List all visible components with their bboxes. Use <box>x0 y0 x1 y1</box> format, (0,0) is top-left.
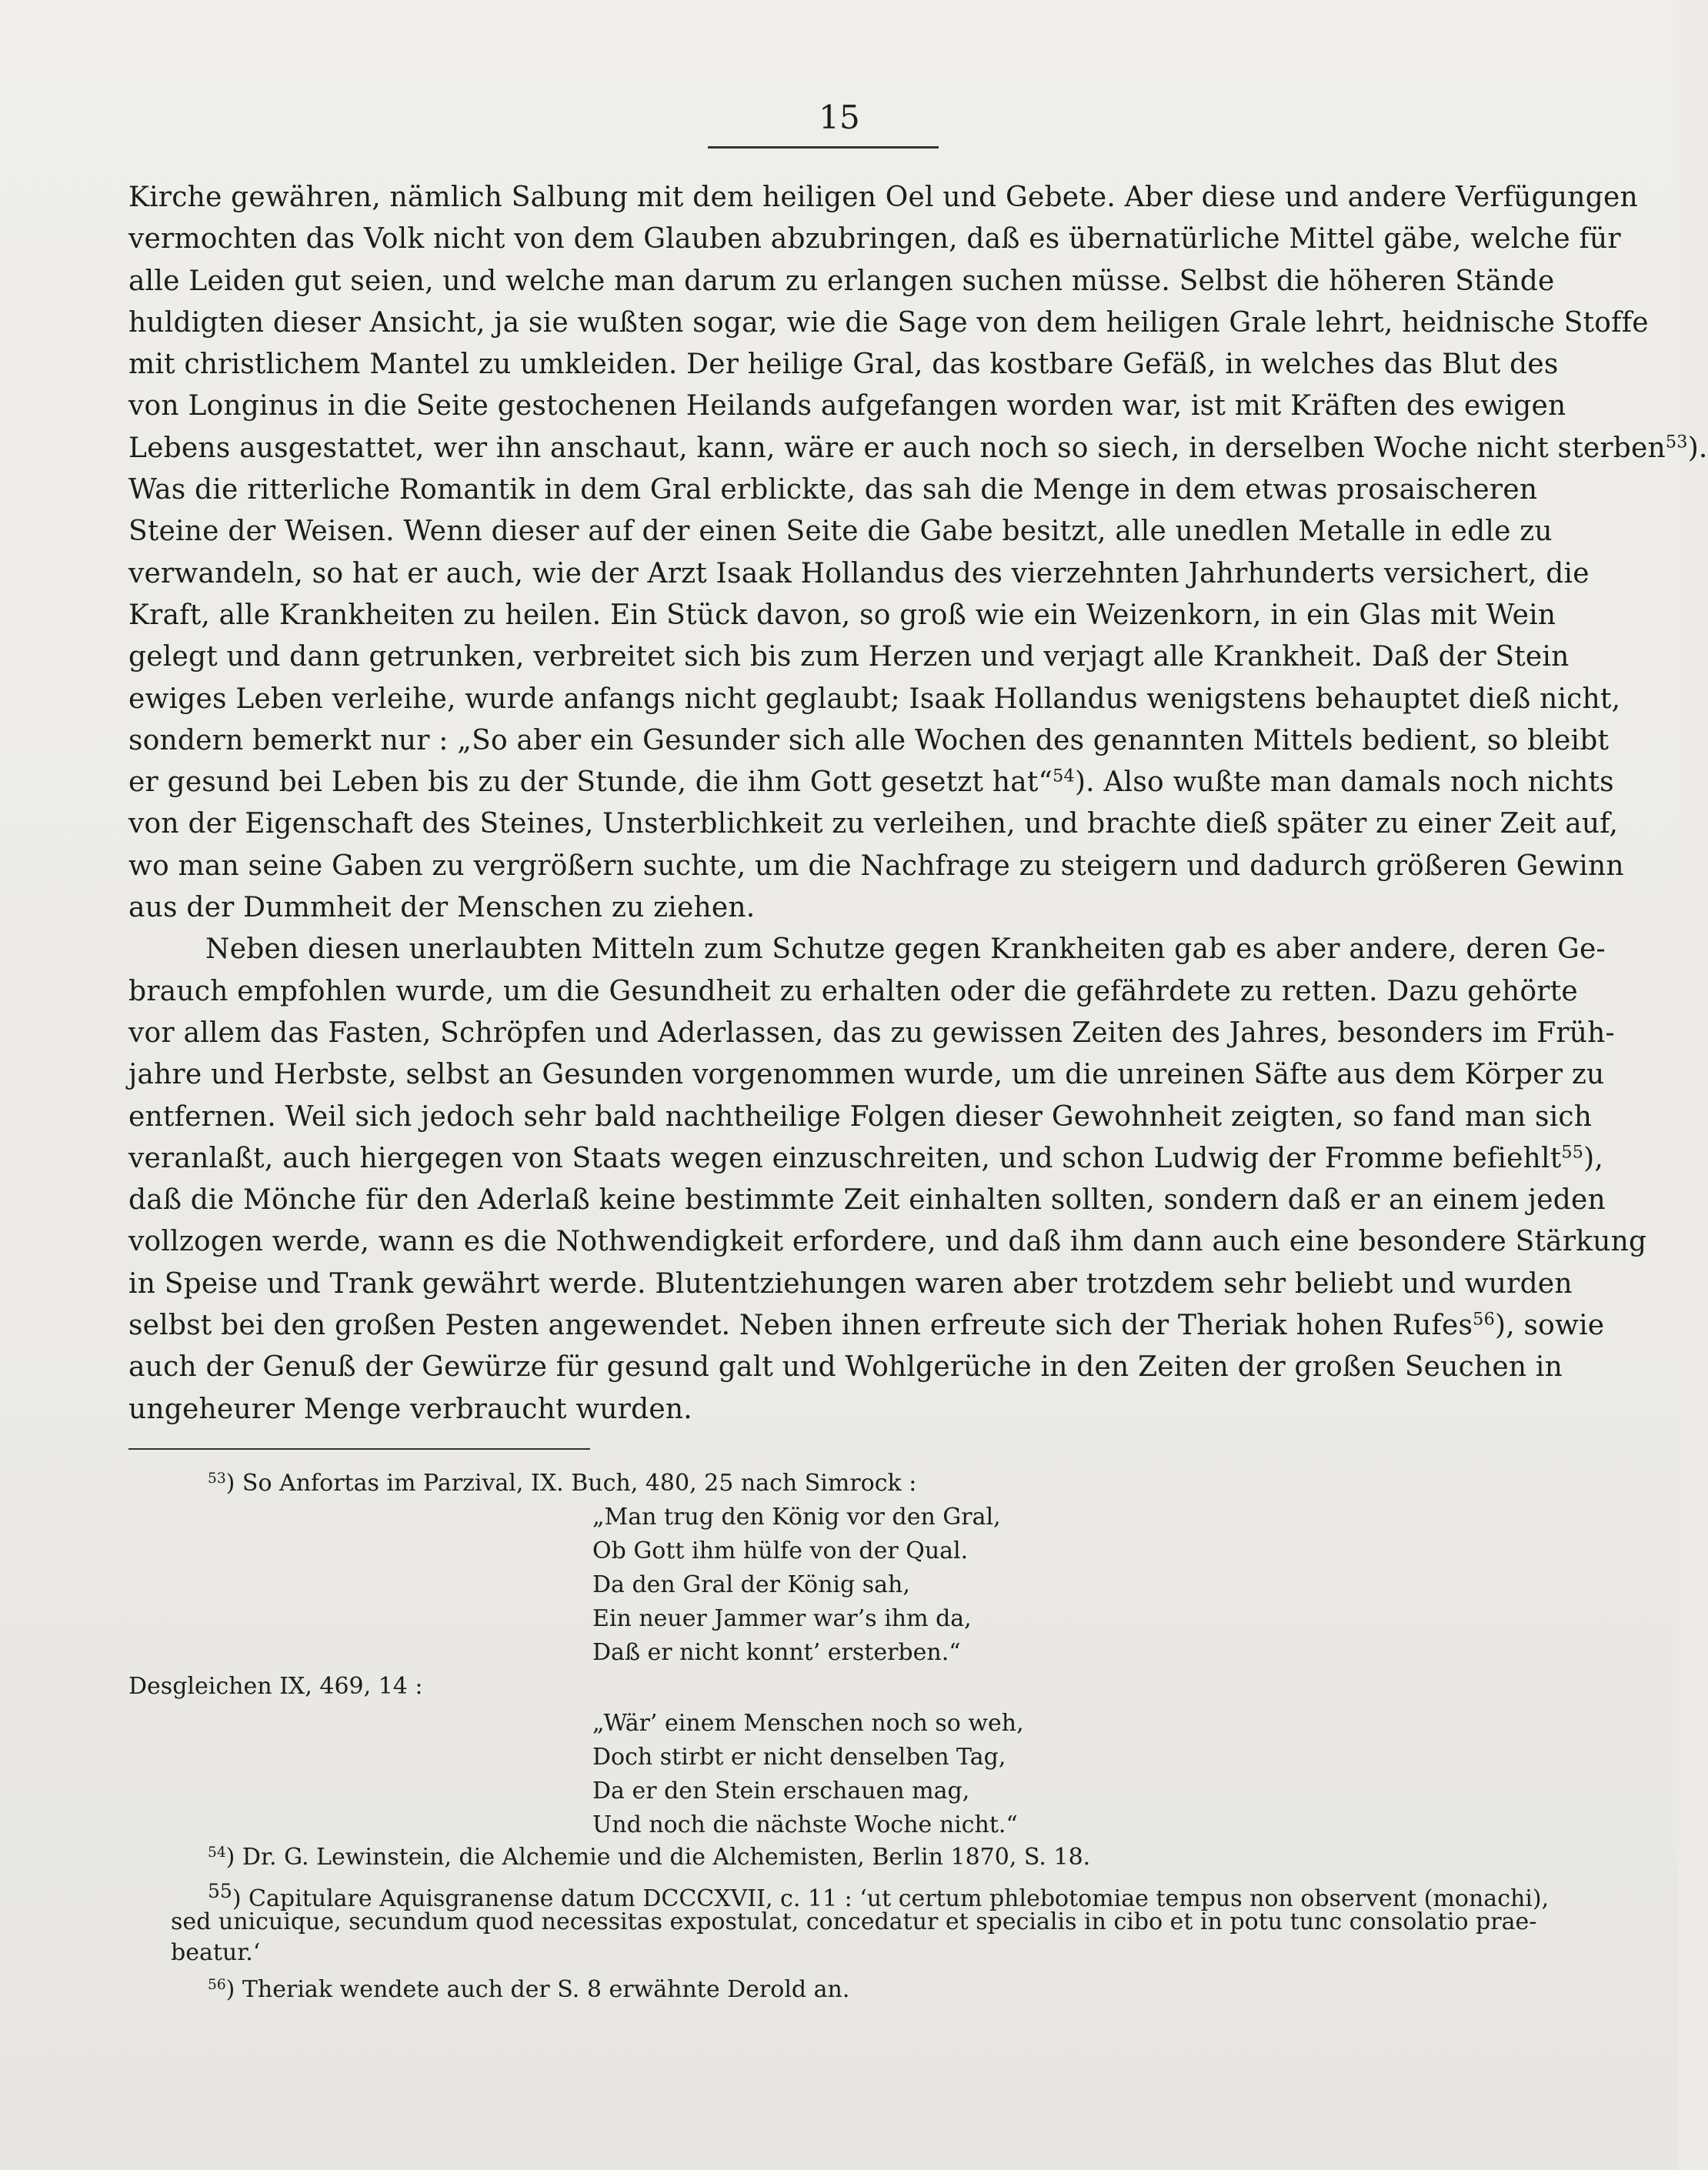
text-line: brauch empfohlen wurde, um die Gesundheit zu erhalten oder die gefährdete zu retten. Dazu gehörte <box>128 975 1578 1007</box>
text-line: Neben diesen unerlaubten Mitteln zum Schutze gegen Krankheiten gab es aber andere, deren Ge- <box>205 933 1606 966</box>
footnote-56 <box>208 1975 849 2005</box>
text-line: vollzogen werde, wann es die Nothwendigkeit erfordere, und daß ihm dann auch eine besondere Stärkung <box>128 1226 1647 1258</box>
footnote-mark: 56 <box>208 1976 226 1993</box>
text-line: von der Eigenschaft des Steines, Unsterblichkeit zu verleihen, und brachte dieß später zu einer Zeit auf, <box>128 808 1619 840</box>
text-line: sondern bemerkt nur : „So aber ein Gesunder sich alle Wochen des genannten Mittels bedient, so bleibt <box>128 724 1610 756</box>
footnote-53-also: Desgleichen IX, 469, 14 : <box>128 1673 423 1700</box>
text-line: alle Leiden gut seien, und welche man darum zu erlangen suchen müsse. Selbst die höheren Stände <box>128 265 1555 297</box>
text-line: mit christlichem Mantel zu umkleiden. Der heilige Gral, das kostbare Gefäß, in welches das Blut des <box>128 349 1559 381</box>
text-line <box>128 1305 1605 1347</box>
text-line-main: Lebens ausgestattet, wer ihn anschaut, kann, wäre er auch noch so siech, in derselben Woche nicht sterben <box>128 432 1666 464</box>
text-line: von Longinus in die Seite gestochenen Heilands aufgefangen worden war, ist mit Kräften des ewigen <box>128 390 1566 422</box>
footnote-55-line: sed unicuique, secundum quod necessitas expostulat, concedatur et specialis in cibo et in potu tunc consolatio prae- <box>171 1908 1537 1935</box>
text-line-tail: ). <box>1687 432 1708 464</box>
verse-line: Da er den Stein erschauen mag, <box>592 1778 970 1804</box>
verse-line: Daß er nicht konnt’ ersterben.“ <box>592 1639 961 1666</box>
footnote-55-line: beatur.‘ <box>171 1939 261 1966</box>
footnote-text: ) Capitulare Aquisgranense datum DCCCXVII, c. 11 : ‘ut certum phlebotomiae tempus non observent (monachi), <box>232 1885 1550 1912</box>
verse-line: Doch stirbt er nicht denselben Tag, <box>592 1744 1006 1771</box>
footnote-text: ) Theriak wendete auch der S. 8 erwähnte Derold an. <box>225 1976 850 2003</box>
text-line <box>128 1138 1604 1180</box>
text-line: entfernen. Weil sich jedoch sehr bald nachtheilige Folgen dieser Gewohnheit zeigten, so fand man sich <box>128 1100 1593 1133</box>
text-line-main: selbst bei den großen Pesten angewendet. Neben ihnen erfreute sich der Theriak hohen Rufes <box>128 1310 1473 1342</box>
text-line: Kraft, alle Krankheiten zu heilen. Ein Stück davon, so groß wie ein Weizenkorn, in ein Glas mit Wein <box>128 599 1556 631</box>
page-number: 15 <box>819 98 860 136</box>
footnote-ref-55: 55 <box>1561 1142 1584 1163</box>
text-line: daß die Mönche für den Aderlaß keine bestimmte Zeit einhalten sollten, sondern daß er an einem jeden <box>128 1184 1606 1217</box>
text-line-tail: ), <box>1583 1142 1604 1174</box>
verse-line: Ein neuer Jammer war’s ihm da, <box>592 1605 972 1632</box>
text-line: ewiges Leben verleihe, wurde anfangs nicht geglaubt; Isaak Hollandus wenigstens behauptet dieß nicht, <box>128 683 1621 715</box>
text-line: wo man seine Gaben zu vergrößern suchte, um die Nachfrage zu steigern und dadurch größeren Gewinn <box>128 850 1624 882</box>
footnote-54 <box>208 1842 1090 1873</box>
text-line: Kirche gewähren, nämlich Salbung mit dem heiligen Oel und Gebete. Aber diese und andere Verfügungen <box>128 182 1638 213</box>
text-line: huldigten dieser Ansicht, ja sie wußten sogar, wie die Sage von dem heiligen Grale lehrt, heidnische Stoffe <box>128 306 1649 339</box>
footnote-ref-56: 56 <box>1473 1309 1495 1330</box>
text-line: jahre und Herbste, selbst an Gesunden vorgenommen wurde, um die unreinen Säfte aus dem Körper zu <box>128 1059 1605 1091</box>
footnote-mark: 54 <box>208 1844 226 1861</box>
text-line <box>128 428 1708 469</box>
verse-line: „Man trug den König vor den Gral, <box>592 1504 1001 1531</box>
text-line <box>128 762 1614 803</box>
text-line: verwandeln, so hat er auch, wie der Arzt Isaak Hollandus des vierzehnten Jahrhunderts versichert, die <box>128 557 1590 589</box>
text-line-main: er gesund bei Leben bis zu der Stunde, die ihm Gott gesetzt hat“ <box>128 766 1053 799</box>
footnote-text: ) Dr. G. Lewinstein, die Alchemie und die Alchemisten, Berlin 1870, S. 18. <box>225 1844 1091 1871</box>
text-line-tail: ). Also wußte man damals noch nichts <box>1074 766 1614 799</box>
text-line: vermochten das Volk nicht von dem Glauben abzubringen, daß es übernatürliche Mittel gäbe, welche für <box>128 223 1621 255</box>
footnote-ref-54: 54 <box>1052 766 1075 786</box>
footnote-rule <box>128 1448 590 1450</box>
text-line: aus der Dummheit der Menschen zu ziehen. <box>128 892 756 924</box>
text-line-tail: ), sowie <box>1494 1310 1605 1342</box>
text-line: auch der Genuß der Gewürze für gesund galt und Wohlgerüche in den Zeiten der großen Seuchen in <box>128 1351 1563 1384</box>
verse-line: „Wär’ einem Menschen noch so weh, <box>592 1710 1024 1737</box>
footnote-ref-53: 53 <box>1665 432 1688 452</box>
verse-line: Ob Gott ihm hülfe von der Qual. <box>592 1537 969 1564</box>
footnote-mark: 53 <box>208 1470 226 1487</box>
footnote-text: ) So Anfortas im Parzival, IX. Buch, 480, 25 nach Simrock : <box>225 1470 917 1497</box>
text-line: gelegt und dann getrunken, verbreitet sich bis zum Herzen und verjagt alle Krankheit. Daß der Stein <box>128 641 1570 673</box>
text-line: vor allem das Fasten, Schröpfen und Aderlassen, das zu gewissen Zeiten des Jahres, besonders im Früh- <box>128 1017 1615 1049</box>
footnote-mark: 55 <box>208 1880 232 1902</box>
text-line: in Speise und Trank gewährt werde. Blutentziehungen waren aber trotzdem sehr beliebt und wurden <box>128 1267 1573 1300</box>
verse-line: Da den Gral der König sah, <box>592 1571 910 1598</box>
header-rule <box>708 146 939 149</box>
footnote-53 <box>208 1468 916 1499</box>
verse-line: Und noch die nächste Woche nicht.“ <box>592 1811 1018 1838</box>
text-line: Steine der Weisen. Wenn dieser auf der einen Seite die Gabe besitzt, alle unedlen Metalle in edle zu <box>128 516 1553 548</box>
body-text <box>128 177 1708 1431</box>
text-line: Was die ritterliche Romantik in dem Gral erblickte, das sah die Menge in dem etwas prosaischeren <box>128 474 1538 506</box>
text-line: ungeheurer Menge verbraucht wurden. <box>128 1393 692 1425</box>
text-line-main: veranlaßt, auch hiergegen von Staats wegen einzuschreiten, und schon Ludwig der Fromme befiehlt <box>128 1142 1562 1174</box>
